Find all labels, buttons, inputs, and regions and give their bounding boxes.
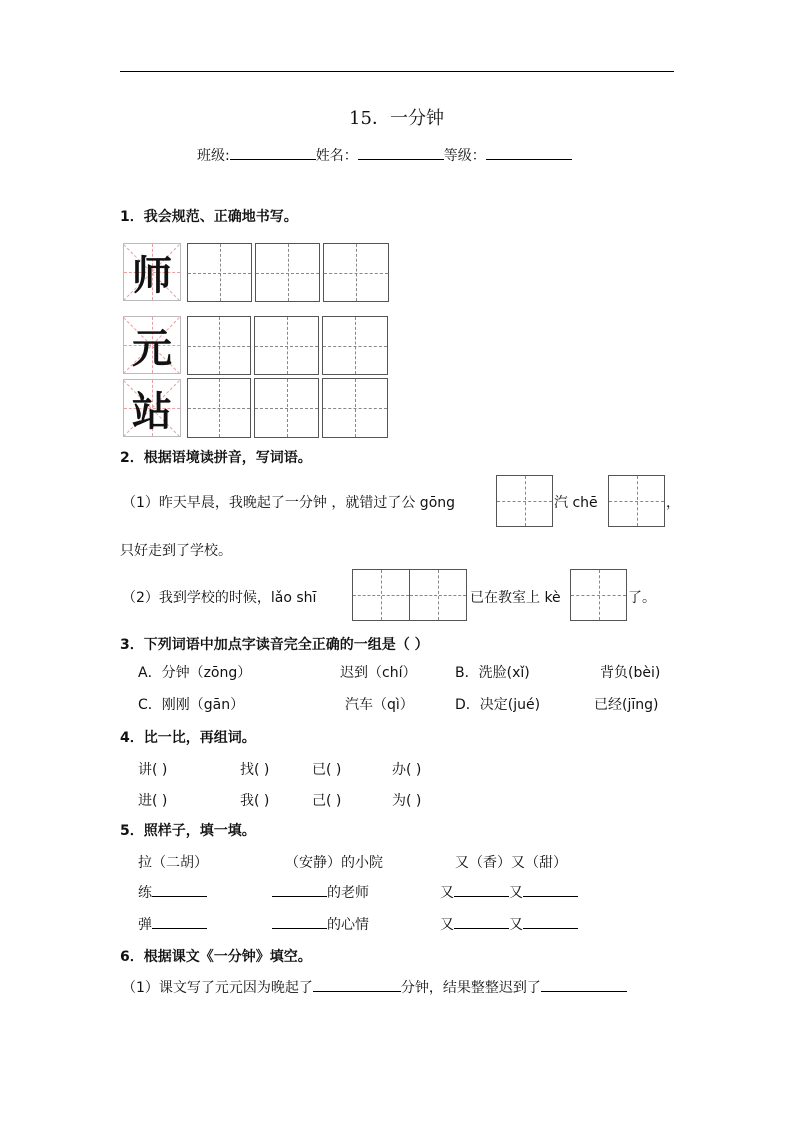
q3-heading: 3．下列词语中加点字读音完全正确的一组是（ ） xyxy=(120,637,429,653)
fill-blank[interactable] xyxy=(152,914,207,929)
class-label: 班级: xyxy=(197,148,230,164)
q6-heading: 6．根据课文《一分钟》填空。 xyxy=(120,949,312,965)
class-blank[interactable] xyxy=(230,145,316,160)
compare-item[interactable]: 我( ) xyxy=(240,793,270,809)
model-char: 元 xyxy=(132,324,172,372)
q2-line1-text-a: （1）昨天早晨，我晚起了一分钟 ，就错过了公 gōng xyxy=(122,495,456,511)
writing-box[interactable] xyxy=(187,243,252,302)
page-title: 15．一分钟 xyxy=(349,108,444,129)
option-b-word2: 背负(bèi) xyxy=(600,665,661,681)
writing-box[interactable] xyxy=(322,316,388,375)
grade-label: 等级： xyxy=(443,148,486,164)
fill-item: 弹 xyxy=(138,914,207,934)
top-rule xyxy=(120,71,674,72)
fill-item: 练 xyxy=(138,882,207,902)
q2-line2-text-c: 了。 xyxy=(628,590,656,606)
fill-blank[interactable] xyxy=(523,882,578,897)
fill-item: 的心情 xyxy=(272,914,369,934)
fill-blank[interactable] xyxy=(454,882,509,897)
example-1: 拉（二胡） xyxy=(138,855,208,871)
model-char-box xyxy=(123,379,181,437)
fill-blank[interactable] xyxy=(272,882,327,897)
q2-line1-text-d: 只好走到了学校。 xyxy=(120,543,232,559)
compare-item[interactable]: 办( ) xyxy=(392,762,422,778)
fill-blank[interactable] xyxy=(313,977,401,992)
fill-blank[interactable] xyxy=(454,914,509,929)
option-c-word2: 汽车（qì） xyxy=(345,697,414,713)
model-char-box xyxy=(123,243,181,301)
option-d[interactable]: D．决定(jué) xyxy=(455,697,541,713)
fill-item: 又 又 xyxy=(440,882,578,902)
compare-item[interactable]: 找( ) xyxy=(240,762,270,778)
compare-item[interactable]: 进( ) xyxy=(138,793,168,809)
grade-blank[interactable] xyxy=(486,145,572,160)
example-2: （安静）的小院 xyxy=(285,855,383,871)
q2-line1-text-c: ， xyxy=(666,495,680,511)
writing-box[interactable] xyxy=(254,316,319,375)
name-blank[interactable] xyxy=(358,145,444,160)
compare-item[interactable]: 已( ) xyxy=(312,762,342,778)
q6-line1: （1）课文写了元元因为晚起了 分钟，结果整整迟到了 xyxy=(122,977,627,997)
model-char: 师 xyxy=(132,251,172,299)
q2-line2-text-b: 已在教室上 kè xyxy=(470,590,561,606)
pinyin-answer-box[interactable] xyxy=(352,569,410,621)
q2-line2-text-a: （2）我到学校的时候，lǎo shī xyxy=(122,590,317,606)
fill-item: 的老师 xyxy=(272,882,369,902)
pinyin-answer-box[interactable] xyxy=(570,569,627,621)
writing-box[interactable] xyxy=(254,378,319,438)
pinyin-answer-box[interactable] xyxy=(409,569,467,621)
writing-box[interactable] xyxy=(255,243,320,302)
pinyin-answer-box[interactable] xyxy=(496,475,553,527)
compare-item[interactable]: 讲( ) xyxy=(138,762,168,778)
compare-item[interactable]: 己( ) xyxy=(312,793,342,809)
fill-blank[interactable] xyxy=(541,977,627,992)
q2-heading: 2．根据语境读拼音，写词语。 xyxy=(120,450,312,466)
writing-box[interactable] xyxy=(323,243,389,302)
option-a[interactable]: A．分钟（zōng） xyxy=(138,665,252,681)
pinyin-answer-box[interactable] xyxy=(608,475,665,527)
compare-item[interactable]: 为( ) xyxy=(392,793,422,809)
student-info-line xyxy=(197,145,572,165)
q2-line1-text-b: 汽 chē xyxy=(554,495,598,511)
q4-heading: 4．比一比，再组词。 xyxy=(120,730,256,746)
fill-item: 又 又 xyxy=(440,914,578,934)
model-char-box xyxy=(123,316,181,374)
q1-heading: 1．我会规范、正确地书写。 xyxy=(120,209,298,225)
writing-box[interactable] xyxy=(187,378,251,438)
option-b[interactable]: B．洗脸(xǐ) xyxy=(455,665,530,681)
option-a-word2: 迟到（chí） xyxy=(340,665,417,681)
fill-blank[interactable] xyxy=(152,882,207,897)
name-label: 姓名： xyxy=(315,148,358,164)
writing-box[interactable] xyxy=(187,316,251,375)
fill-blank[interactable] xyxy=(272,914,327,929)
example-3: 又（香）又（甜） xyxy=(455,855,567,871)
q5-heading: 5．照样子，填一填。 xyxy=(120,823,256,839)
model-char: 站 xyxy=(132,387,172,435)
writing-box[interactable] xyxy=(322,378,388,438)
option-d-word2: 已经(jīng) xyxy=(594,697,659,713)
option-c[interactable]: C．刚刚（gān） xyxy=(138,697,245,713)
fill-blank[interactable] xyxy=(523,914,578,929)
